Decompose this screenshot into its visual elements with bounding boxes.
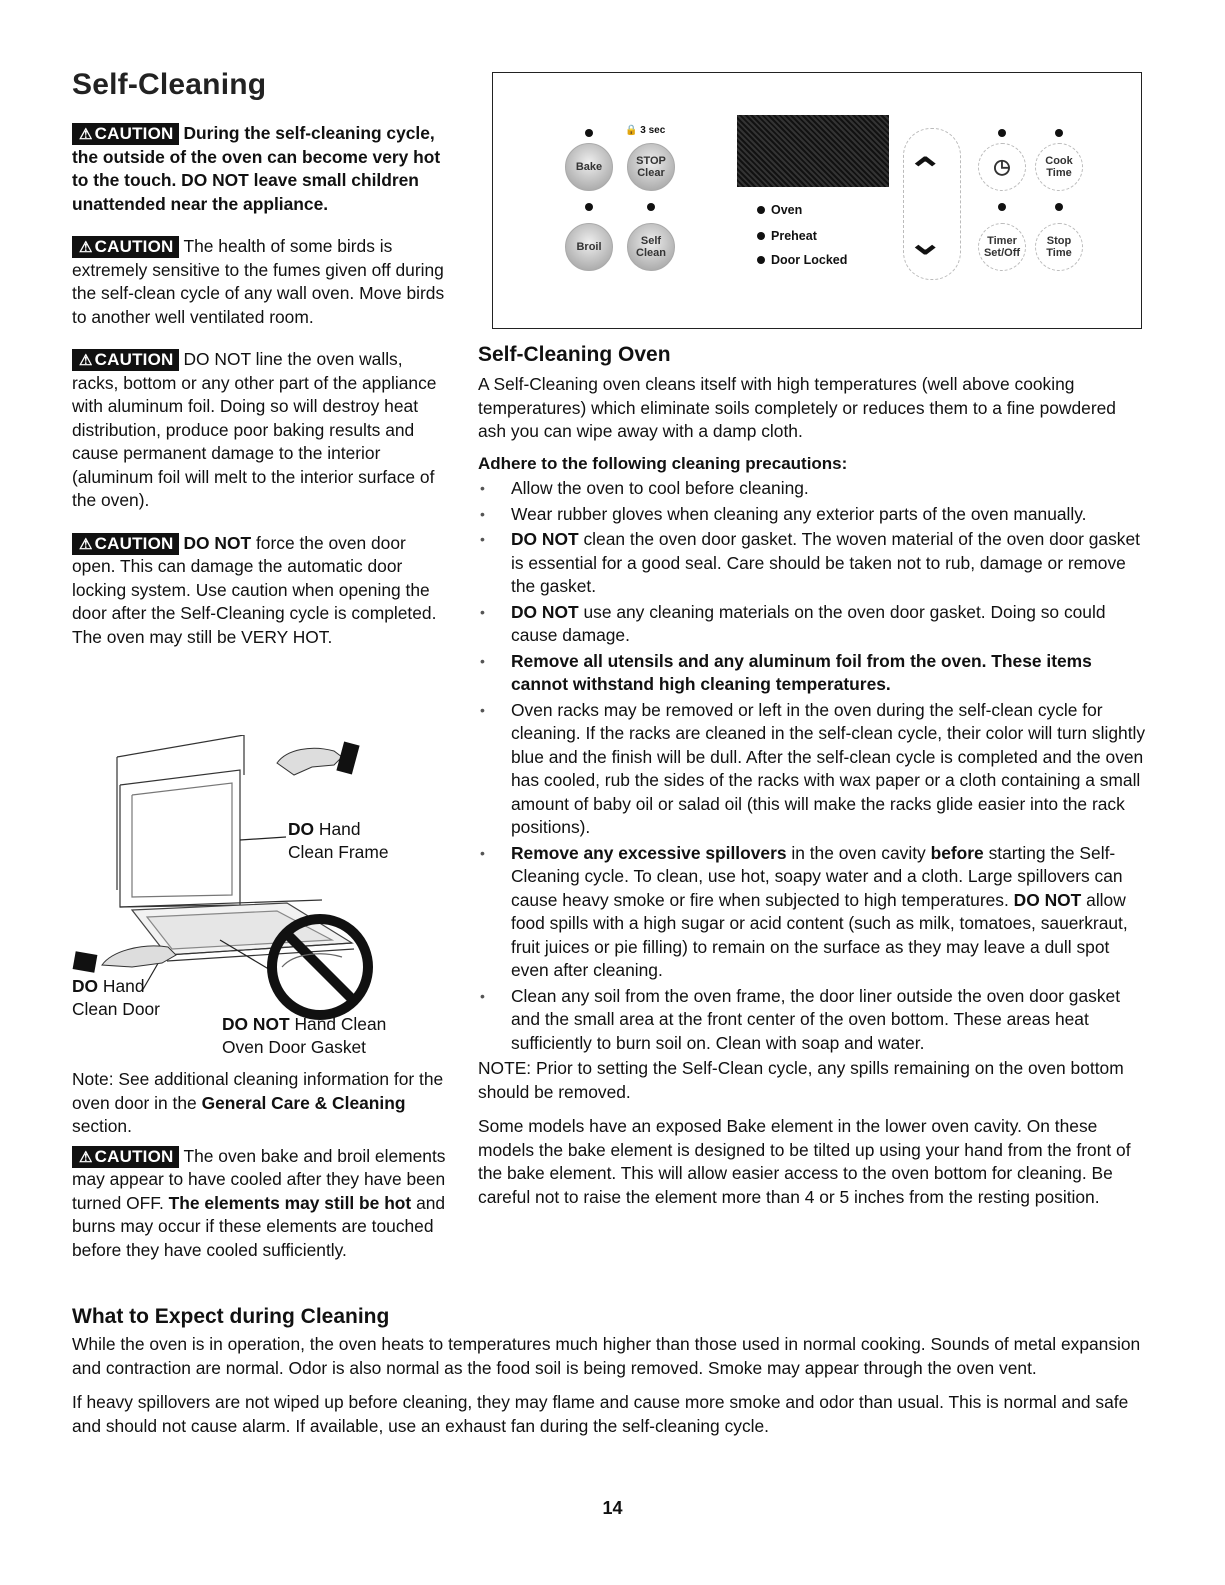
- indicator-dot: [1055, 129, 1063, 137]
- precautions-heading: Adhere to the following cleaning precautions:: [478, 453, 848, 473]
- warning-icon: ⚠: [79, 126, 93, 143]
- warning-icon: ⚠: [79, 352, 93, 369]
- what-to-expect-section: [72, 1305, 1152, 1438]
- hand-door-icon: [73, 946, 176, 973]
- display-screen: [737, 115, 889, 187]
- caution-label: CAUTION: [94, 124, 174, 143]
- note-general-care: [72, 1068, 450, 1139]
- caution-badge: [72, 236, 179, 258]
- caution-block-1: [72, 122, 450, 216]
- caution-1-text: During the self-cleaning cycle, the outside of the oven can become very hot to the touch. DO NOT leave small children unattended near the appliance.: [72, 123, 441, 214]
- stop-time-button[interactable]: Stop Time: [1035, 223, 1083, 271]
- broil-button[interactable]: Broil: [565, 223, 613, 271]
- indicator-dot: [585, 203, 593, 211]
- left-column: [72, 122, 450, 649]
- up-arrow-button[interactable]: ⌃: [906, 152, 944, 190]
- caution-label: CAUTION: [94, 350, 174, 369]
- precautions-list: [478, 477, 1148, 1055]
- caution-badge: [72, 1146, 179, 1168]
- lock-label: 3 sec: [640, 125, 666, 136]
- caution-badge: [72, 123, 179, 145]
- list-item-text: use any cleaning materials on the oven door gasket. Doing so could cause damage.: [511, 601, 1106, 645]
- oven-indicator: Oven: [757, 203, 802, 217]
- caution-badge: [72, 349, 179, 371]
- right-column: [478, 343, 1148, 1209]
- lock-hint: [625, 125, 665, 136]
- stop-clear-button[interactable]: STOP Clear: [627, 143, 675, 191]
- caution-block-4: [72, 532, 450, 650]
- warning-icon: ⚠: [79, 1148, 93, 1166]
- list-item: • Allow the oven to cool before cleaning.: [478, 477, 1148, 501]
- caution-5-text: The oven bake and broil elements may appear to have cooled after they have been turned OFF.: [72, 1145, 446, 1213]
- caution-2-text: The health of some birds is extremely sensitive to the fumes given off during the self-clean cycle of any wall oven. Move birds to another well ventilated room.: [72, 236, 445, 327]
- control-panel-figure: [492, 72, 1142, 329]
- list-item-bold: Remove any excessive spillovers: [511, 842, 787, 863]
- self-clean-button[interactable]: Self Clean: [627, 223, 675, 271]
- label-gasket-bold: DO NOT: [222, 1014, 290, 1034]
- caution-5-bold: The elements may still be hot: [168, 1192, 412, 1213]
- list-item: • Wear rubber gloves when cleaning any exterior parts of the oven manually.: [478, 503, 1148, 527]
- cook-time-button[interactable]: Cook Time: [1035, 143, 1083, 191]
- label-frame-bold: DO: [288, 819, 315, 839]
- note-bold: General Care & Cleaning: [201, 1092, 406, 1113]
- caution-label: CAUTION: [94, 1146, 174, 1166]
- caution-5-text-end: and burns may occur if these elements are touched before they have cooled sufficiently.: [72, 1192, 446, 1260]
- list-item-text: starting the Self-Cleaning cycle. To clean, use hot, soapy water and a cloth. Large spillovers can cause heavy smoke or fire when subjected to high temperatures.: [511, 842, 1123, 910]
- list-item-bold: before: [930, 842, 984, 863]
- label-door-text: Hand: [98, 976, 145, 996]
- bake-element-paragraph: Some models have an exposed Bake element in the lower oven cavity. On these models the bake element is designed to be tilted up using your hand from the front of the bake element. This will allow easier access to the oven bottom for cleaning. Be careful not to raise the element more than 4 or 5 inches from the resting position.: [478, 1116, 1131, 1207]
- list-item: [478, 601, 1148, 648]
- oven-cleaning-figure: [72, 735, 452, 1065]
- lock-icon: 🔒: [625, 125, 638, 136]
- list-item: [478, 650, 1148, 697]
- list-item-bold: DO NOT: [1013, 889, 1082, 910]
- list-item: [478, 842, 1148, 983]
- caution-block-3: [72, 348, 450, 513]
- indicator-dot: [1055, 203, 1063, 211]
- door-locked-indicator: Door Locked: [757, 253, 847, 267]
- indicator-dot: [585, 129, 593, 137]
- intro-paragraph: A Self-Cleaning oven cleans itself with high temperatures (well above cooking temperatures) which eliminate soils completely or reduces them to a fine powdered ash you can wipe away with a damp cloth.: [478, 374, 1116, 441]
- note-text: Note: See additional cleaning information for the oven door in the: [72, 1069, 444, 1113]
- label-frame: [288, 818, 389, 864]
- preheat-indicator: Preheat: [757, 229, 817, 243]
- label-door-line2: Clean Door: [72, 999, 160, 1019]
- list-item-bold: Remove all utensils and any aluminum foil from the oven. These items cannot withstand high cleaning temperatures.: [511, 650, 1092, 694]
- caution-block-5: [72, 1145, 450, 1263]
- indicator-dot: [998, 129, 1006, 137]
- page-title: Self-Cleaning: [72, 68, 267, 101]
- list-item-text: allow food spills with a high sugar or acid content (such as milk, tomatoes, sauerkraut, fruit juices or pie filling) to remain on the surface as they may leave a dull spot even after cleaning.: [511, 889, 1128, 980]
- caution-3-text: DO NOT line the oven walls, racks, bottom or any other part of the appliance with aluminum foil. Doing so will destroy heat distribution, produce poor baking results and cause permanent damage to the interior (aluminum foil will melt to the interior surface of the oven).: [72, 349, 437, 510]
- page-number: 14: [602, 1498, 623, 1518]
- expect-paragraph-2: If heavy spillovers are not wiped up before cleaning, they may flame and cause more smoke and odor than usual. This is normal and safe and should not cause alarm. If available, use an exhaust fan during the self-cleaning cycle.: [72, 1392, 1129, 1436]
- warning-icon: ⚠: [79, 239, 93, 256]
- indicator-dot: [647, 203, 655, 211]
- note-paragraph: NOTE: Prior to setting the Self-Clean cycle, any spills remaining on the oven bottom should be removed.: [478, 1058, 1124, 1102]
- label-frame-text: Hand: [314, 819, 361, 839]
- clock-button[interactable]: [978, 143, 1026, 191]
- list-item-bold: DO NOT: [511, 529, 579, 549]
- clock-icon: ◷: [993, 156, 1011, 178]
- caution-4-bold: DO NOT: [183, 532, 252, 553]
- caution-label: CAUTION: [94, 237, 174, 256]
- section-heading-what-to-expect: What to Expect during Cleaning: [72, 1305, 390, 1328]
- label-door: [72, 975, 160, 1021]
- list-item: • Oven racks may be removed or left in the oven during the self-clean cycle for cleaning. If the racks are cleaned in the self-clean cycle, their color will turn slightly blue and the finish will be dull. After the self-clean cycle is completed and the oven has cooled, rub the sides of the racks with wax paper or a cloth containing a small amount of baby oil or salad oil (this will make the racks glide easier into the rack positions).: [478, 699, 1148, 840]
- section-heading-self-cleaning-oven: Self-Cleaning Oven: [478, 343, 671, 366]
- warning-icon: ⚠: [79, 535, 93, 553]
- label-gasket-text: Hand Clean: [289, 1014, 387, 1034]
- list-item: [478, 528, 1148, 599]
- list-item-text: in the oven cavity: [786, 842, 931, 863]
- timer-button[interactable]: Timer Set/Off: [978, 223, 1026, 271]
- list-item-text: clean the oven door gasket. The woven material of the oven door gasket is essential for a good seal. Care should be taken not to rub, damage or remove the gasket.: [511, 529, 1140, 596]
- down-arrow-button[interactable]: ⌄: [906, 224, 944, 262]
- caution-badge: [72, 533, 179, 555]
- list-item: • Clean any soil from the oven frame, the door liner outside the oven door gasket and the small area at the front center of the oven bottom. These areas heat sufficiently to burn soil on. Clean with soap and water.: [478, 985, 1148, 1056]
- hand-frame-icon: [277, 741, 360, 775]
- note-post: section.: [72, 1116, 132, 1136]
- indicator-dot: [998, 203, 1006, 211]
- caution-4-text: force the oven door open. This can damage the automatic door locking system. Use caution when opening the door after the Self-Cleaning cycle is completed. The oven may still be VERY HOT.: [72, 532, 437, 647]
- list-item-bold: DO NOT: [511, 601, 579, 622]
- caution-label: CAUTION: [94, 533, 174, 553]
- label-frame-line2: Clean Frame: [288, 842, 389, 862]
- left-column-lower: [72, 1068, 450, 1262]
- label-gasket-line2: Oven Door Gasket: [222, 1037, 367, 1057]
- label-gasket: [222, 1013, 386, 1059]
- bake-button[interactable]: Bake: [565, 143, 613, 191]
- caution-block-2: [72, 235, 450, 329]
- expect-paragraph-1: While the oven is in operation, the oven heats to temperatures much higher than those used in normal cooking. Sounds of metal expansion and contraction are normal. Odor is also normal as the food soil is being removed. Smoke may appear through the oven vent.: [72, 1334, 1141, 1378]
- label-door-bold: DO: [72, 976, 99, 996]
